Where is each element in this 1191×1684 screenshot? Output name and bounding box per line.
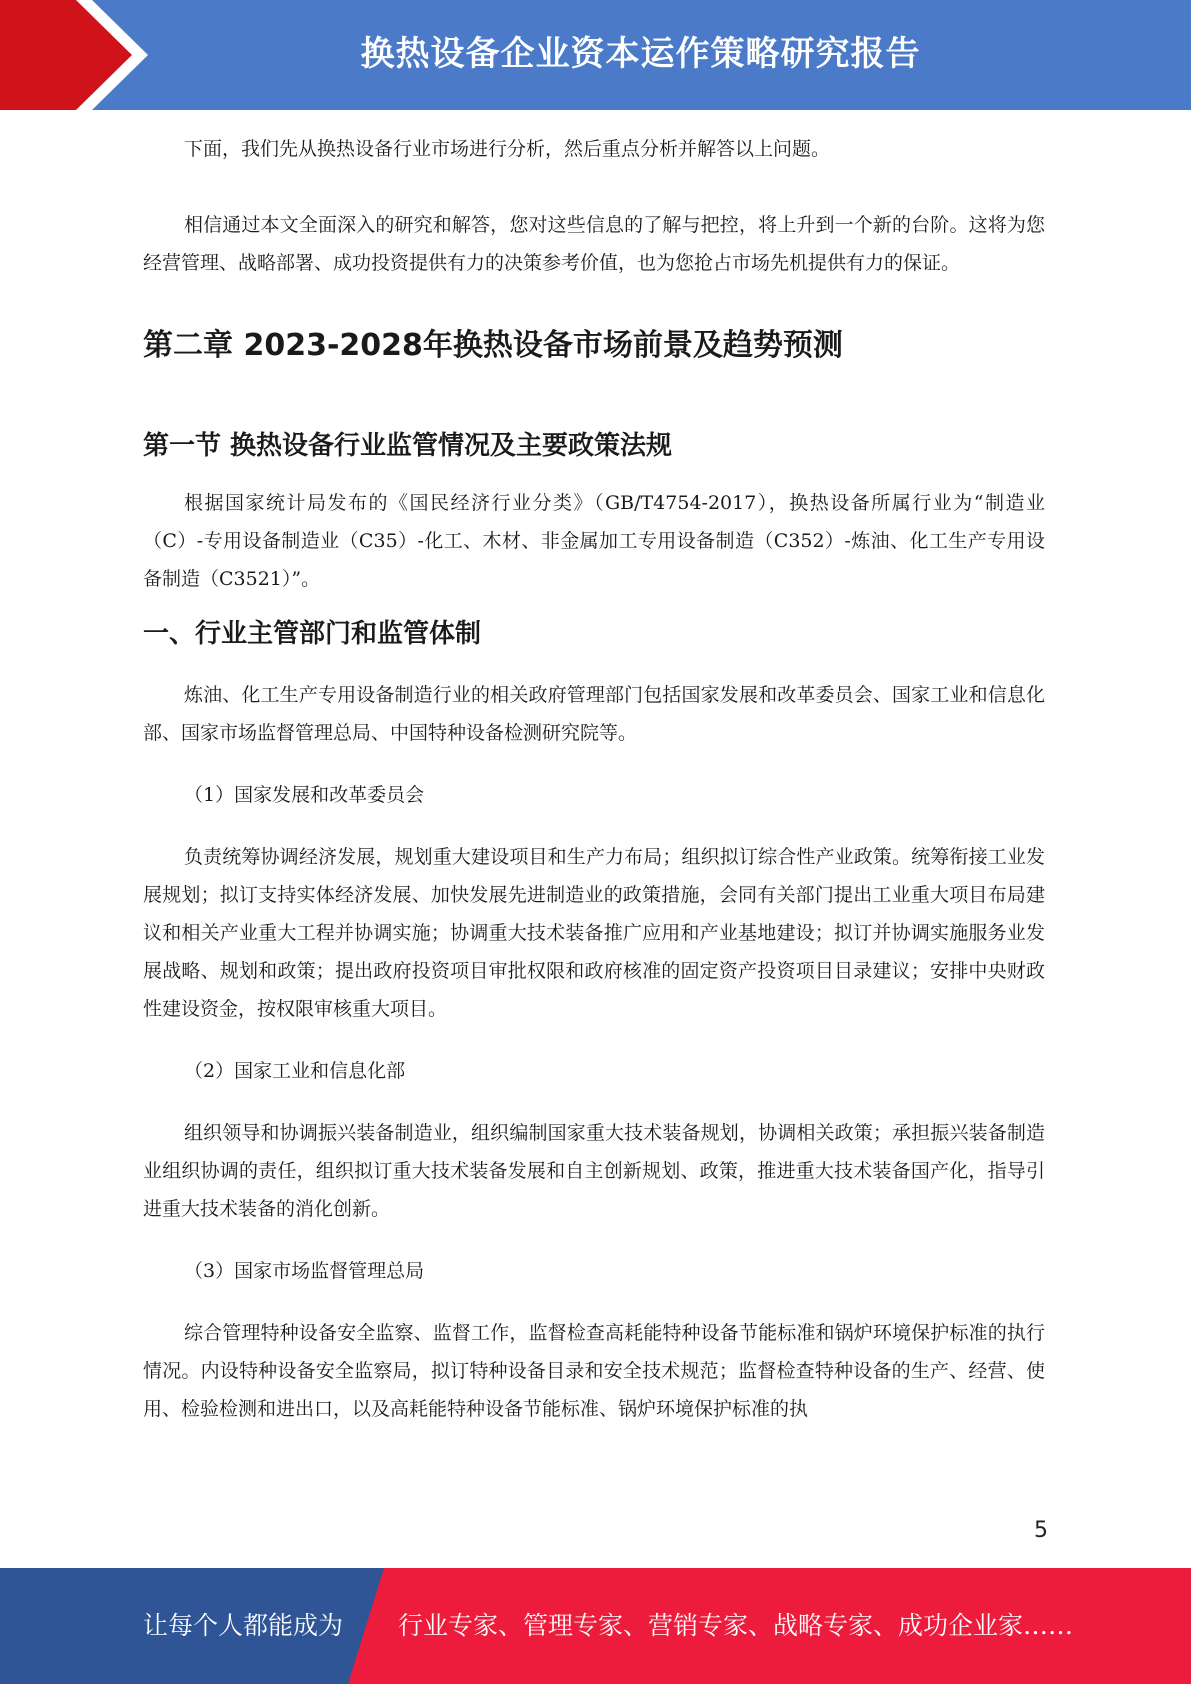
document-body xyxy=(143,130,1045,1428)
paragraph-authorities: 炼油、化工生产专用设备制造行业的相关政府管理部门包括国家发展和改革委员会、国家工业和信息化部、国家市场监督管理总局、中国特种设备检测研究院等。 xyxy=(143,684,1045,744)
footer-slogan-right: 行业专家、管理专家、营销专家、战略专家、成功企业家…… xyxy=(398,1611,1074,1640)
paragraph-miit: 组织领导和协调振兴装备制造业，组织编制国家重大技术装备规划，协调相关政策；承担振兴装备制造业组织协调的责任，组织拟订重大技术装备发展和自主创新规划、政策，推进重大技术装备国产化，指导引进重大技术装备的消化创新。 xyxy=(143,1122,1045,1220)
page-number: 5 xyxy=(1034,1518,1048,1543)
paragraph-samr: 综合管理特种设备安全监察、监督工作，监督检查高耗能特种设备节能标准和锅炉环境保护标准的执行情况。内设特种设备安全监察局，拟订特种设备目录和安全技术规范；监督检查特种设备的生产、经营、使用、检验检测和进出口，以及高耗能特种设备节能标准、锅炉环境保护标准的执 xyxy=(143,1322,1045,1420)
page-footer xyxy=(0,1568,1191,1684)
paragraph-ndrc: 负责统筹协调经济发展，规划重大建设项目和生产力布局；组织拟订综合性产业政策。统筹衔接工业发展规划；拟订支持实体经济发展、加快发展先进制造业的政策措施，会同有关部门提出工业重大项目布局建议和相关产业重大工程并协调实施；协调重大技术装备推广应用和产业基地建设；拟订并协调实施服务业发展战略、规划和政策；提出政府投资项目审批权限和政府核准的固定资产投资项目目录建议；安排中央财政性建设资金，按权限审核重大项目。 xyxy=(143,846,1045,1020)
section-title: 第一节 换热设备行业监管情况及主要政策法规 xyxy=(143,431,673,461)
subsection-title: 一、行业主管部门和监管体制 xyxy=(143,619,482,649)
paragraph-intro-1: 下面，我们先从换热设备行业市场进行分析，然后重点分析并解答以上问题。 xyxy=(184,138,831,160)
list-item-miit: （2）国家工业和信息化部 xyxy=(184,1060,406,1082)
paragraph-classification: 根据国家统计局发布的《国民经济行业分类》（GB/T4754-2017），换热设备所属行业为“制造业（C）-专用设备制造业（C35）-化工、木材、非金属加工专用设备制造（C352）-炼油、化工生产专用设备制造（C3521）”。 xyxy=(143,492,1045,590)
report-title: 换热设备企业资本运作策略研究报告 xyxy=(360,34,921,74)
footer-slogan-left: 让每个人都能成为 xyxy=(143,1611,344,1640)
chapter-title: 第二章 2023-2028年换热设备市场前景及趋势预测 xyxy=(143,328,843,363)
page-header xyxy=(0,0,1191,110)
list-item-ndrc: （1）国家发展和改革委员会 xyxy=(184,784,425,806)
list-item-samr: （3）国家市场监督管理总局 xyxy=(184,1260,425,1282)
paragraph-intro-2: 相信通过本文全面深入的研究和解答，您对这些信息的了解与把控，将上升到一个新的台阶。这将为您经营管理、战略部署、成功投资提供有力的决策参考价值，也为您抢占市场先机提供有力的保证。 xyxy=(143,214,1045,274)
